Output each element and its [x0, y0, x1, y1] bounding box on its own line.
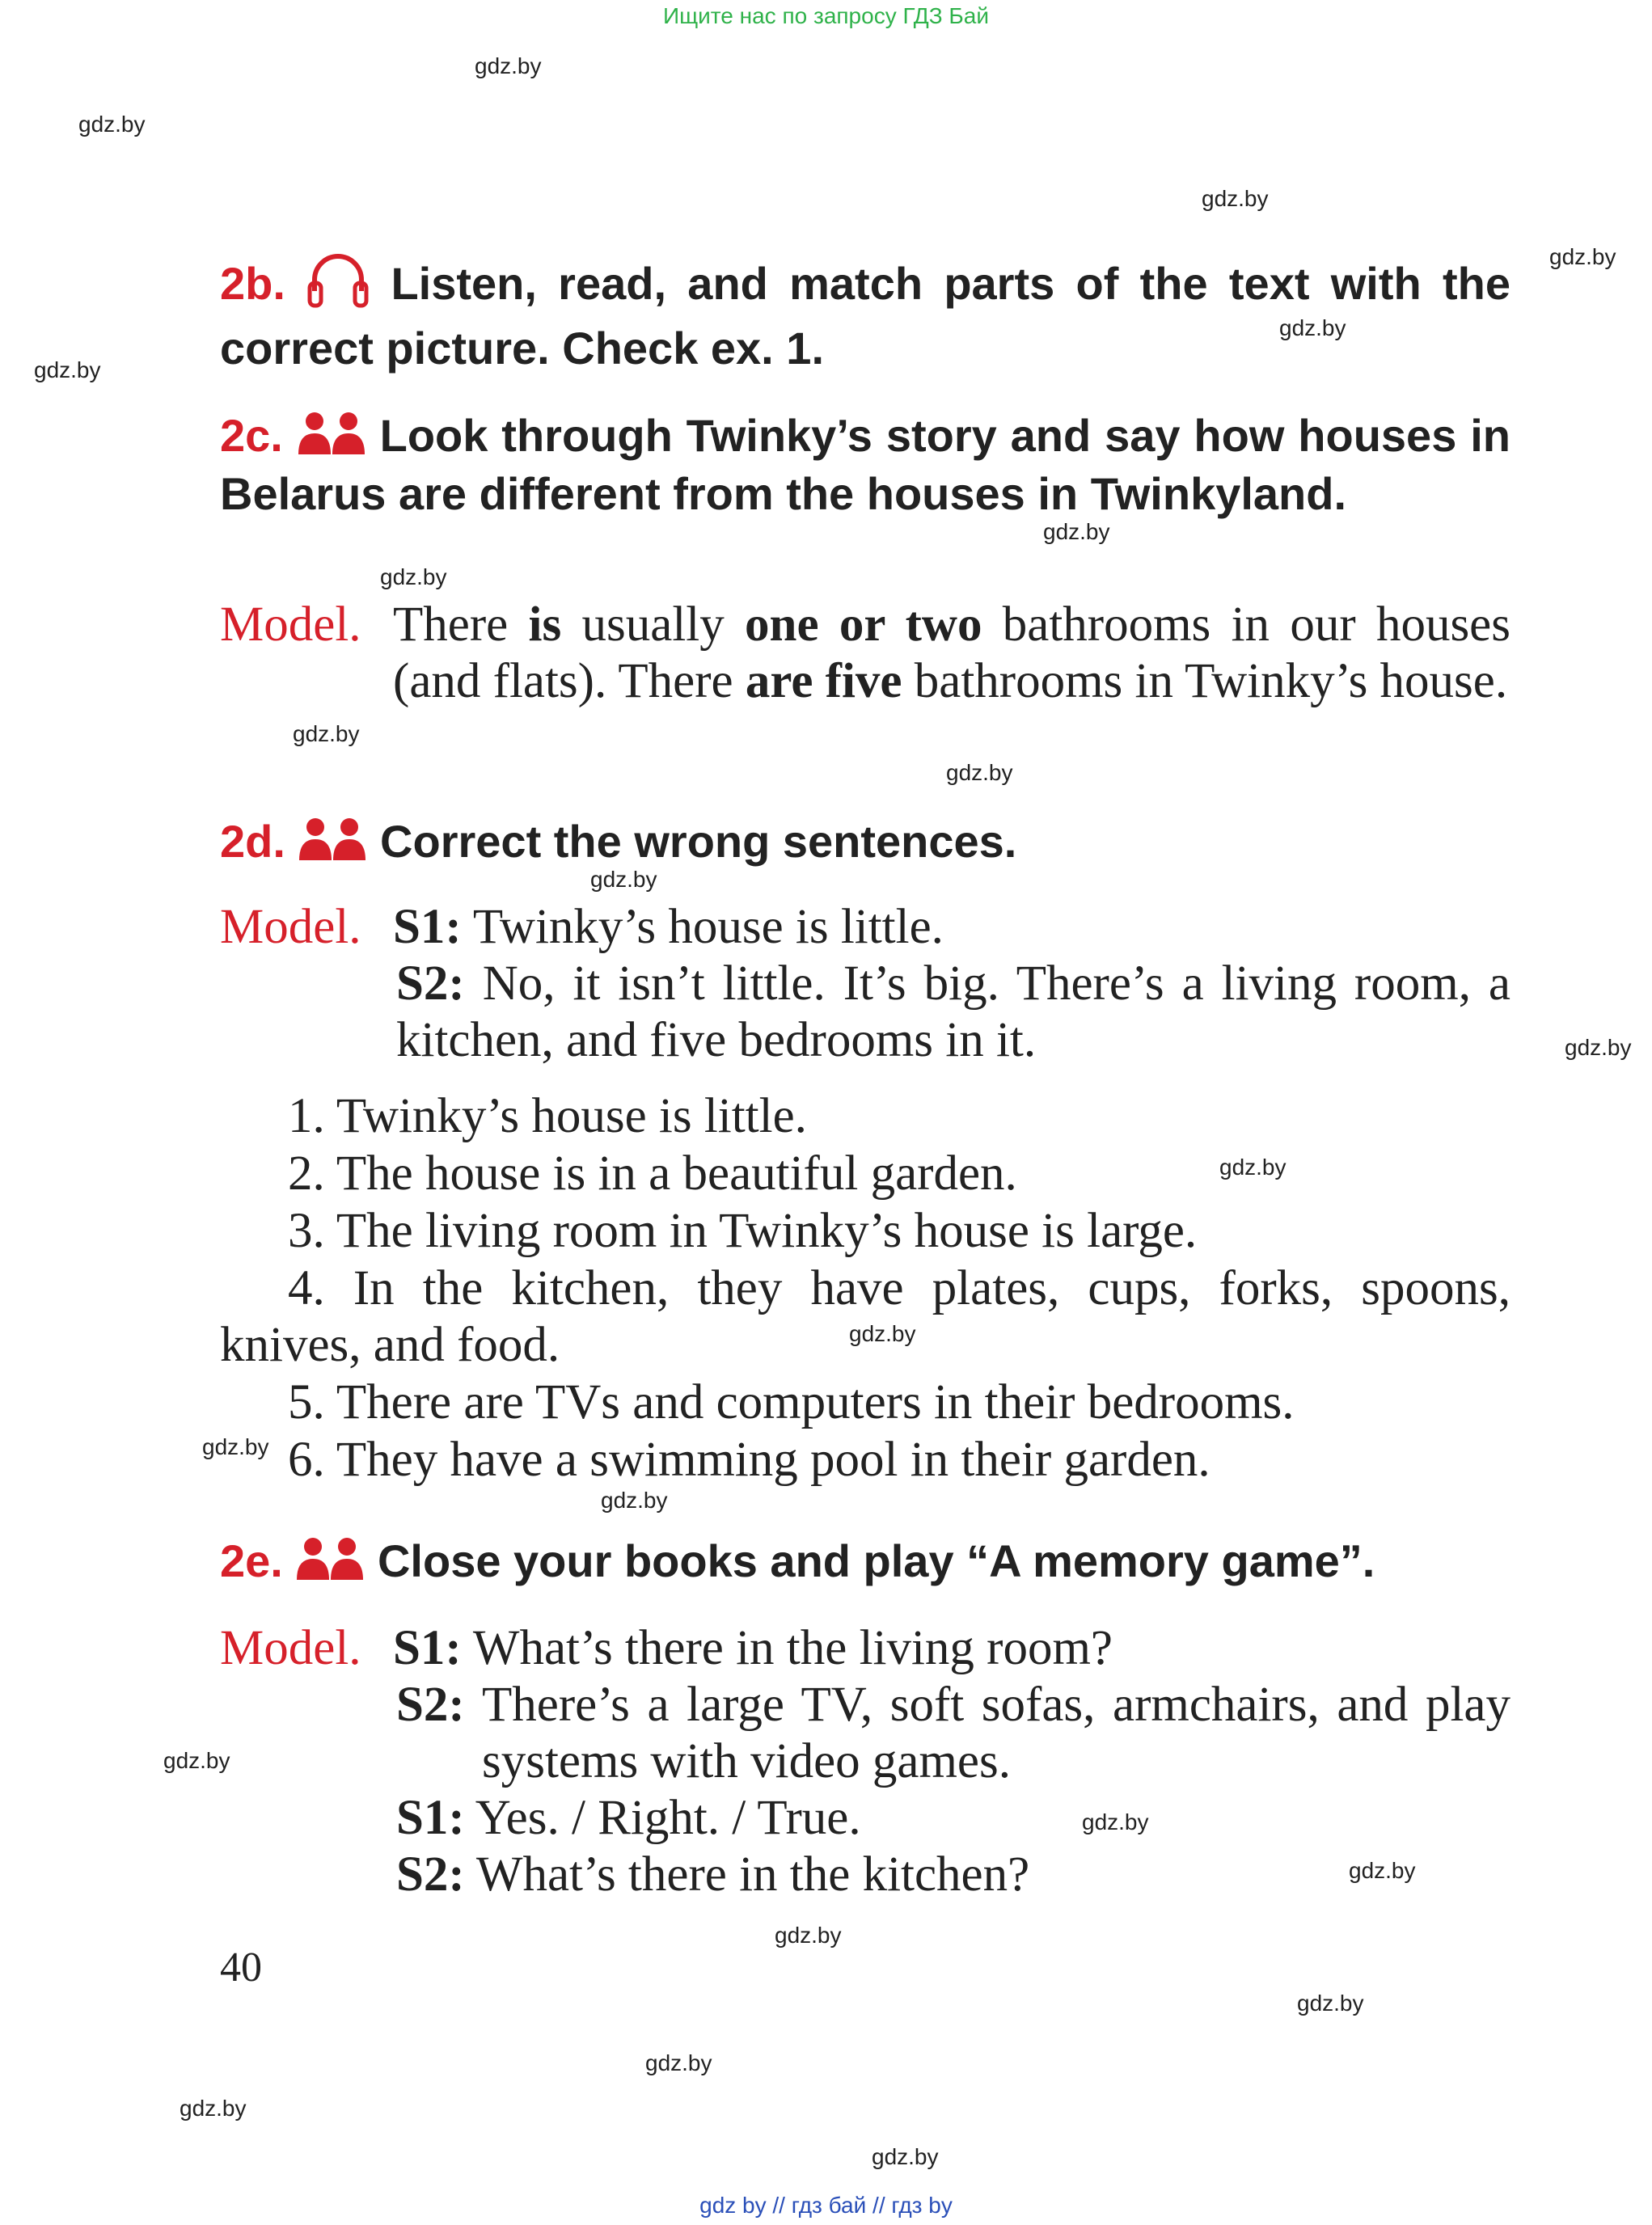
watermark: gdz.by [872, 2144, 939, 2169]
watermark: gdz.by [293, 721, 360, 746]
watermark: gdz.by [1297, 1991, 1364, 2016]
model-line-s1 [393, 899, 944, 956]
list-item: 4. In the kitchen, they have plates, cups, forks, spoons, knives, and food. [220, 1261, 1510, 1372]
watermark: gdz.by [34, 357, 101, 382]
speaker-label: S1: [393, 1621, 462, 1675]
watermark: gdz.by [180, 2096, 247, 2121]
speaker-text: Twinky’s house is little. [461, 900, 944, 954]
speaker-label [396, 1677, 465, 1733]
watermark: gdz.by [380, 564, 447, 589]
model-line-s2 [396, 956, 1510, 1069]
search-banner: Ищите нас по запросу ГДЗ Бай [662, 3, 990, 28]
model-text-part: bathrooms in our houses (and flats). There [393, 597, 1510, 708]
watermark: gdz.by [202, 1434, 269, 1459]
speaker-text: What’s there in the kitchen? [464, 1847, 1030, 1902]
watermark: gdz.by [475, 53, 542, 78]
exercise-2b [220, 252, 1510, 375]
model-text-part: usually [561, 597, 746, 652]
exercise-number: 2e. [220, 1535, 283, 1586]
speaker-text: Yes. / Right. / True. [464, 1791, 861, 1845]
model-text-bold: is [528, 597, 562, 652]
model-label: Model. [220, 597, 361, 652]
list-item: 2. The house is in a beautiful garden. [288, 1146, 1017, 1201]
model-line [396, 1847, 1029, 1903]
model-label: Model. [220, 900, 361, 954]
list-item: 1. Twinky’s house is little. [288, 1089, 807, 1143]
watermark: gdz.by [590, 867, 657, 892]
watermark: gdz.by [1043, 519, 1110, 544]
model-text-bold: are five [745, 654, 902, 708]
speaker-label: S2: [396, 1847, 465, 1902]
model-line [393, 1620, 1113, 1677]
exercise-instruction: Look through Twinky’s story and say how houses in Belarus are different from the houses in Twinkyland. [220, 410, 1510, 520]
pair-work-icon [295, 1536, 365, 1593]
speaker-text: There’s a large TV, soft sofas, armchairs, and play systems with video games. [482, 1678, 1510, 1788]
model-label: Model. [220, 1621, 361, 1675]
headphones-icon [306, 252, 370, 322]
list-item: 6. They have a swimming pool in their garden. [288, 1433, 1210, 1487]
watermark: gdz.by [1219, 1155, 1287, 1180]
exercise-number: 2b. [220, 257, 285, 309]
model-text-bold: one or two [745, 597, 982, 652]
exercise-instruction: Close your books and play “A memory game”. [377, 1535, 1375, 1586]
speaker-text: What’s there in the living room? [461, 1621, 1113, 1675]
watermark: gdz.by [1279, 315, 1346, 340]
exercise-2c [220, 409, 1510, 521]
pair-work-icon [298, 817, 367, 873]
watermark: gdz.by [601, 1488, 668, 1513]
watermark: gdz.by [1082, 1809, 1149, 1834]
model-text-part: bathrooms in Twinky’s house. [902, 654, 1508, 708]
watermark: gdz.by [645, 2050, 712, 2075]
watermark: gdz.by [1565, 1035, 1632, 1060]
model-line [396, 1790, 861, 1847]
speaker-label: S1: [396, 1791, 465, 1845]
speaker-label: S1: [393, 900, 462, 954]
speaker-label-text: S2: [396, 1678, 465, 1732]
exercise-instruction: Listen, read, and match parts of the text with the correct picture. Check ex. 1. [220, 257, 1510, 374]
list-item: 5. There are TVs and computers in their bedrooms. [288, 1375, 1295, 1429]
watermark: gdz.by [78, 112, 146, 137]
model-text-part: There [393, 597, 529, 652]
watermark: gdz.by [849, 1321, 916, 1346]
footer-links[interactable]: gdz by // гдз бай // гдз by [699, 2193, 953, 2218]
exercise-number: 2d. [220, 816, 285, 867]
pair-work-icon [297, 411, 366, 467]
watermark: gdz.by [946, 760, 1013, 785]
watermark: gdz.by [1349, 1858, 1416, 1883]
exercise-instruction: Correct the wrong sentences. [380, 816, 1017, 867]
speaker-label: S2: [396, 956, 465, 1011]
watermark: gdz.by [163, 1748, 230, 1773]
model-text [393, 597, 1510, 710]
exercise-2e [220, 1535, 1510, 1593]
exercise-number: 2c. [220, 410, 283, 461]
speaker-text: No, it isn’t little. It’s big. There’s a living room, a kitchen, and five bedrooms in it. [396, 956, 1510, 1067]
watermark: gdz.by [1202, 186, 1269, 211]
watermark: gdz.by [775, 1923, 842, 1948]
page-number: 40 [220, 1944, 262, 1991]
list-item: 3. The living room in Twinky’s house is large. [288, 1204, 1198, 1258]
exercise-2d [220, 815, 1510, 873]
watermark: gdz.by [1549, 244, 1616, 269]
